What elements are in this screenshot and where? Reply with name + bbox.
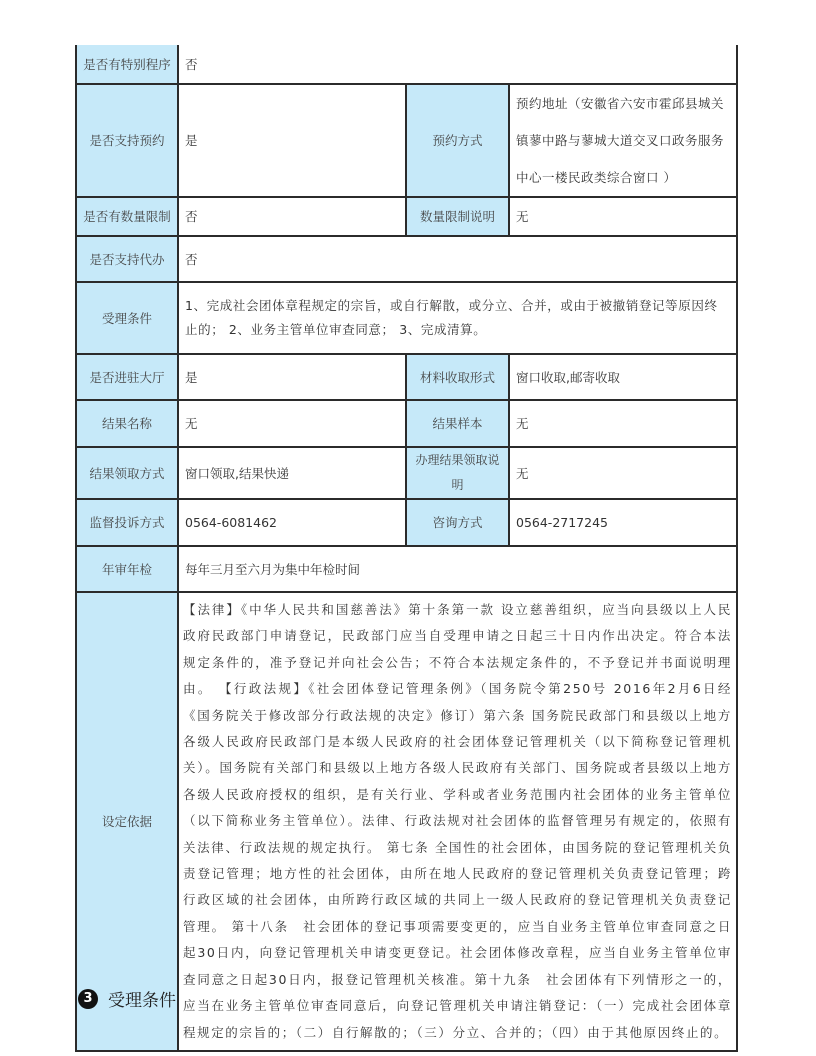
label-consult: 咨询方式 [406, 499, 509, 546]
value-result: 无 [178, 400, 406, 447]
value-basis: 【法律】《中华人民共和国慈善法》第十条第一款 设立慈善组织，应当向县级以上人民政府民政部门申请登记，民政部门应当自受理申请之日起三十日内作出决定。符合本法规定条件的，准予登记并向社会公告；不符合本法规定条件的，不予登记并书面说明理由。 【行政法规】《社会团体登记管理条例》（国务院令第250号 2016年2月6日经《国务院关于修改部分行政法规的决定》修订）第六条 国务院民政部门和县级以上地方各级人民政府民政部门是本级人民政府的社会团体登记管理机关（以下简称登记管理机关）。国务院有关部门和县级以上地方各级人民政府有关部门、国务院或者县级以上地方各级人民政府授权的组织，是有关行业、学科或者业务范围内社会团体的业务主管单位（以下简称业务主管单位）。法律、行政法规对社会团体的监督管理另有规定的，依照有关法律、行政法规的规定执行。 第七条 全国性的社会团体，由国务院的登记管理机关负责登记管理；地方性的社会团体，由所在地人民政府的登记管理机关负责登记管理；跨行政区域的社会团体，由所跨行政区域的共同上一级人民政府的登记管理机关负责登记管理。 第十八条 社会团体的登记事项需要变更的，应当自业务主管单位审查同意之日起30日内，向登记管理机关申请变更登记。社会团体修改章程，应当自业务主管单位审查同意之日起30日内，报登记管理机关核准。第十九条 社会团体有下列情形之一的，应当在业务主管单位审查同意后，向登记管理机关申请注销登记：（一）完成社会团体章程规定的宗旨的；（二）自行解散的；（三）分立、合并的；（四）由于其他原因终止的。 [178, 592, 737, 1051]
label-result-pickup: 结果领取方式 [76, 447, 178, 499]
label-basis: 设定依据 [76, 592, 178, 1051]
label-material: 材料收取形式 [406, 354, 509, 400]
label-special-procedure: 是否有特别程序 [76, 45, 178, 84]
label-appointment: 是否支持预约 [76, 84, 178, 197]
row-result [76, 400, 737, 447]
row-appointment [76, 84, 737, 197]
label-complaint: 监督投诉方式 [76, 499, 178, 546]
value-appointment: 是 [178, 84, 406, 197]
value-conditions: 1、完成社会团体章程规定的宗旨，或自行解散，或分立、合并，或由于被撤销登记等原因终止的； 2、业务主管单位审查同意； 3、完成清算。 [178, 282, 737, 354]
value-result-pickup: 窗口领取,结果快递 [178, 447, 406, 499]
value-material: 窗口收取,邮寄收取 [509, 354, 737, 400]
label-appointment-method: 预约方式 [406, 84, 509, 197]
row-annual-check [76, 546, 737, 592]
label-result-pickup-desc: 办理结果领取说明 [406, 447, 509, 499]
section-heading [78, 986, 176, 1011]
value-result-sample: 无 [509, 400, 737, 447]
row-hall [76, 354, 737, 400]
row-quantity-limit [76, 197, 737, 236]
label-hall: 是否进驻大厅 [76, 354, 178, 400]
row-result-pickup [76, 447, 737, 499]
value-complaint: 0564-6081462 [178, 499, 406, 546]
value-quantity-limit-desc: 无 [509, 197, 737, 236]
value-hall: 是 [178, 354, 406, 400]
label-proxy: 是否支持代办 [76, 236, 178, 282]
row-complaint [76, 499, 737, 546]
value-proxy: 否 [178, 236, 737, 282]
label-quantity-limit-desc: 数量限制说明 [406, 197, 509, 236]
row-basis [76, 592, 737, 1051]
label-annual-check: 年审年检 [76, 546, 178, 592]
label-quantity-limit: 是否有数量限制 [76, 197, 178, 236]
row-conditions [76, 282, 737, 354]
row-proxy [76, 236, 737, 282]
label-result: 结果名称 [76, 400, 178, 447]
value-special-procedure: 否 [178, 45, 737, 84]
value-appointment-method: 预约地址（安徽省六安市霍邱县城关镇蓼中路与蓼城大道交叉口政务服务中心一楼民政类综合窗口 ） [509, 84, 737, 197]
value-consult: 0564-2717245 [509, 499, 737, 546]
value-result-pickup-desc: 无 [509, 447, 737, 499]
value-annual-check: 每年三月至六月为集中年检时间 [178, 546, 737, 592]
value-quantity-limit: 否 [178, 197, 406, 236]
row-special-procedure [76, 45, 737, 84]
section-number-badge: 3 [78, 989, 98, 1009]
service-info-table [75, 45, 738, 1052]
section-title: 受理条件 [108, 991, 176, 1011]
label-conditions: 受理条件 [76, 282, 178, 354]
label-result-sample: 结果样本 [406, 400, 509, 447]
